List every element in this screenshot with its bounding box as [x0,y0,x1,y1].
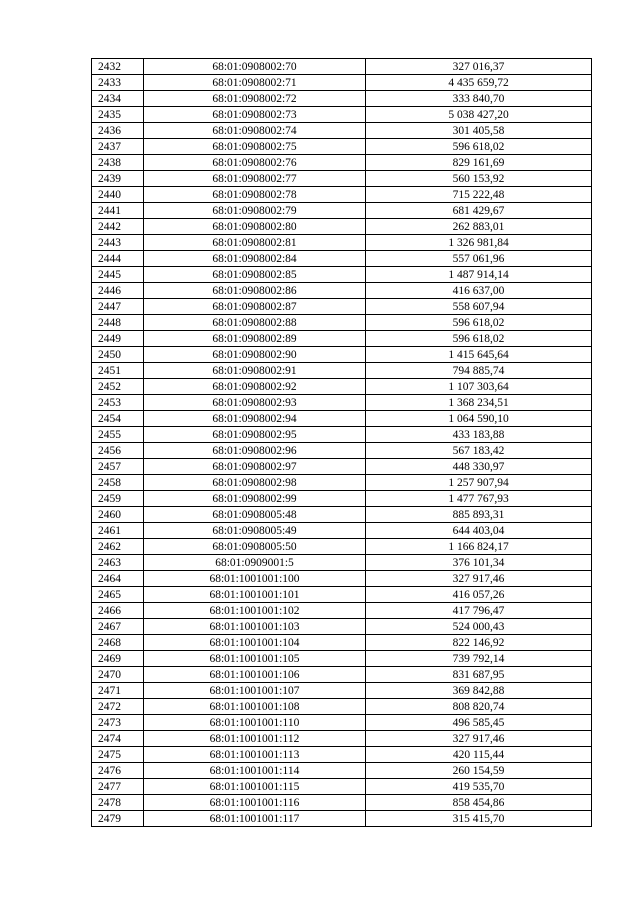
cadastral-value-cell: 739 792,14 [366,651,592,667]
cadastral-value-cell: 1 107 303,64 [366,379,592,395]
table-row [92,91,592,107]
cadastral-value-cell: 419 535,70 [366,779,592,795]
cadastral-number-cell: 68:01:0908002:92 [144,379,366,395]
cadastral-number-cell: 68:01:0908005:49 [144,523,366,539]
cadastral-number-cell: 68:01:0908002:98 [144,475,366,491]
row-number-cell: 2465 [92,587,144,603]
table-row [92,235,592,251]
cadastral-number-cell: 68:01:0908002:93 [144,395,366,411]
table-row [92,155,592,171]
row-number-cell: 2460 [92,507,144,523]
row-number-cell: 2435 [92,107,144,123]
cadastral-value-cell: 1 166 824,17 [366,539,592,555]
table-row [92,731,592,747]
cadastral-value-cell: 822 146,92 [366,635,592,651]
cadastral-number-cell: 68:01:0908005:50 [144,539,366,555]
table-row [92,363,592,379]
cadastral-number-cell: 68:01:1001001:106 [144,667,366,683]
cadastral-value-cell: 1 257 907,94 [366,475,592,491]
table-row [92,443,592,459]
table-row [92,331,592,347]
row-number-cell: 2466 [92,603,144,619]
table-row [92,219,592,235]
cadastral-number-cell: 68:01:0908002:99 [144,491,366,507]
row-number-cell: 2478 [92,795,144,811]
cadastral-value-cell: 596 618,02 [366,315,592,331]
table-row [92,603,592,619]
cadastral-value-cell: 376 101,34 [366,555,592,571]
row-number-cell: 2464 [92,571,144,587]
table-row [92,59,592,75]
cadastral-number-cell: 68:01:0908002:73 [144,107,366,123]
row-number-cell: 2444 [92,251,144,267]
table-row [92,75,592,91]
cadastral-value-cell: 596 618,02 [366,139,592,155]
cadastral-number-cell: 68:01:0908002:78 [144,187,366,203]
cadastral-value-cell: 1 415 645,64 [366,347,592,363]
row-number-cell: 2445 [92,267,144,283]
cadastral-value-cell: 567 183,42 [366,443,592,459]
cadastral-value-cell: 794 885,74 [366,363,592,379]
cadastral-number-cell: 68:01:1001001:117 [144,811,366,827]
table-row [92,139,592,155]
row-number-cell: 2455 [92,427,144,443]
cadastral-value-cell: 858 454,86 [366,795,592,811]
table-row [92,459,592,475]
cadastral-value-cell: 808 820,74 [366,699,592,715]
cadastral-value-table [91,58,592,827]
row-number-cell: 2439 [92,171,144,187]
cadastral-value-cell: 262 883,01 [366,219,592,235]
cadastral-number-cell: 68:01:1001001:114 [144,763,366,779]
row-number-cell: 2472 [92,699,144,715]
row-number-cell: 2446 [92,283,144,299]
cadastral-value-cell: 644 403,04 [366,523,592,539]
table-row [92,539,592,555]
row-number-cell: 2457 [92,459,144,475]
row-number-cell: 2479 [92,811,144,827]
cadastral-value-cell: 315 415,70 [366,811,592,827]
row-number-cell: 2469 [92,651,144,667]
row-number-cell: 2441 [92,203,144,219]
table-row [92,491,592,507]
cadastral-number-cell: 68:01:0908002:95 [144,427,366,443]
cadastral-number-cell: 68:01:0908002:97 [144,459,366,475]
table-row [92,267,592,283]
cadastral-value-cell: 829 161,69 [366,155,592,171]
table-row [92,283,592,299]
cadastral-number-cell: 68:01:0908002:79 [144,203,366,219]
row-number-cell: 2452 [92,379,144,395]
cadastral-number-cell: 68:01:1001001:101 [144,587,366,603]
cadastral-number-cell: 68:01:1001001:112 [144,731,366,747]
row-number-cell: 2442 [92,219,144,235]
row-number-cell: 2462 [92,539,144,555]
cadastral-number-cell: 68:01:0908002:84 [144,251,366,267]
cadastral-value-cell: 524 000,43 [366,619,592,635]
cadastral-value-cell: 1 487 914,14 [366,267,592,283]
row-number-cell: 2448 [92,315,144,331]
cadastral-value-cell: 333 840,70 [366,91,592,107]
row-number-cell: 2471 [92,683,144,699]
table-row [92,699,592,715]
table-row [92,347,592,363]
row-number-cell: 2433 [92,75,144,91]
row-number-cell: 2456 [92,443,144,459]
table-row [92,587,592,603]
cadastral-number-cell: 68:01:1001001:110 [144,715,366,731]
row-number-cell: 2450 [92,347,144,363]
cadastral-value-cell: 558 607,94 [366,299,592,315]
table-row [92,715,592,731]
row-number-cell: 2447 [92,299,144,315]
cadastral-number-cell: 68:01:0908002:88 [144,315,366,331]
table-row [92,203,592,219]
table-row [92,763,592,779]
row-number-cell: 2449 [92,331,144,347]
cadastral-number-cell: 68:01:0908002:76 [144,155,366,171]
table-row [92,555,592,571]
row-number-cell: 2440 [92,187,144,203]
cadastral-number-cell: 68:01:1001001:105 [144,651,366,667]
cadastral-value-cell: 1 477 767,93 [366,491,592,507]
cadastral-value-cell: 416 637,00 [366,283,592,299]
table-row [92,779,592,795]
cadastral-value-cell: 885 893,31 [366,507,592,523]
cadastral-number-cell: 68:01:0908002:71 [144,75,366,91]
cadastral-number-cell: 68:01:0908002:77 [144,171,366,187]
cadastral-value-cell: 301 405,58 [366,123,592,139]
cadastral-value-cell: 496 585,45 [366,715,592,731]
cadastral-number-cell: 68:01:0908002:90 [144,347,366,363]
cadastral-number-cell: 68:01:0908002:87 [144,299,366,315]
table-row [92,315,592,331]
table-row [92,619,592,635]
table-row [92,475,592,491]
table-row [92,251,592,267]
table-row [92,635,592,651]
table-row [92,651,592,667]
cadastral-value-cell: 1 368 234,51 [366,395,592,411]
row-number-cell: 2467 [92,619,144,635]
row-number-cell: 2477 [92,779,144,795]
cadastral-value-cell: 369 842,88 [366,683,592,699]
cadastral-value-cell: 416 057,26 [366,587,592,603]
table-row [92,683,592,699]
cadastral-value-cell: 327 917,46 [366,731,592,747]
cadastral-value-cell: 327 016,37 [366,59,592,75]
cadastral-value-cell: 557 061,96 [366,251,592,267]
cadastral-value-cell: 260 154,59 [366,763,592,779]
cadastral-number-cell: 68:01:0908002:91 [144,363,366,379]
row-number-cell: 2432 [92,59,144,75]
cadastral-number-cell: 68:01:1001001:102 [144,603,366,619]
table-row [92,523,592,539]
cadastral-number-cell: 68:01:0908002:72 [144,91,366,107]
cadastral-value-cell: 417 796,47 [366,603,592,619]
row-number-cell: 2437 [92,139,144,155]
cadastral-number-cell: 68:01:1001001:103 [144,619,366,635]
cadastral-number-cell: 68:01:0908002:96 [144,443,366,459]
row-number-cell: 2468 [92,635,144,651]
cadastral-number-cell: 68:01:0908002:75 [144,139,366,155]
cadastral-number-cell: 68:01:1001001:108 [144,699,366,715]
table-row [92,411,592,427]
cadastral-number-cell: 68:01:1001001:115 [144,779,366,795]
cadastral-number-cell: 68:01:0908002:74 [144,123,366,139]
cadastral-value-cell: 433 183,88 [366,427,592,443]
table-row [92,395,592,411]
table-row [92,571,592,587]
table-row [92,795,592,811]
cadastral-value-cell: 560 153,92 [366,171,592,187]
cadastral-value-cell: 420 115,44 [366,747,592,763]
row-number-cell: 2436 [92,123,144,139]
row-number-cell: 2451 [92,363,144,379]
row-number-cell: 2473 [92,715,144,731]
cadastral-number-cell: 68:01:0908005:48 [144,507,366,523]
row-number-cell: 2443 [92,235,144,251]
row-number-cell: 2453 [92,395,144,411]
cadastral-number-cell: 68:01:0908002:85 [144,267,366,283]
table-row [92,747,592,763]
cadastral-value-cell: 681 429,67 [366,203,592,219]
row-number-cell: 2454 [92,411,144,427]
table-row [92,667,592,683]
cadastral-number-cell: 68:01:0908002:94 [144,411,366,427]
cadastral-number-cell: 68:01:1001001:100 [144,571,366,587]
table-body [92,59,592,827]
cadastral-number-cell: 68:01:0908002:81 [144,235,366,251]
cadastral-number-cell: 68:01:1001001:116 [144,795,366,811]
row-number-cell: 2463 [92,555,144,571]
row-number-cell: 2458 [92,475,144,491]
row-number-cell: 2461 [92,523,144,539]
cadastral-number-cell: 68:01:1001001:104 [144,635,366,651]
row-number-cell: 2438 [92,155,144,171]
row-number-cell: 2475 [92,747,144,763]
row-number-cell: 2470 [92,667,144,683]
row-number-cell: 2459 [92,491,144,507]
cadastral-value-cell: 1 326 981,84 [366,235,592,251]
cadastral-value-cell: 831 687,95 [366,667,592,683]
table-row [92,299,592,315]
row-number-cell: 2474 [92,731,144,747]
cadastral-value-cell: 4 435 659,72 [366,75,592,91]
cadastral-value-cell: 715 222,48 [366,187,592,203]
row-number-cell: 2476 [92,763,144,779]
cadastral-value-cell: 327 917,46 [366,571,592,587]
table-row [92,427,592,443]
table-row [92,107,592,123]
cadastral-value-cell: 5 038 427,20 [366,107,592,123]
cadastral-value-cell: 1 064 590,10 [366,411,592,427]
table-row [92,187,592,203]
cadastral-number-cell: 68:01:1001001:107 [144,683,366,699]
cadastral-number-cell: 68:01:0908002:89 [144,331,366,347]
cadastral-value-cell: 448 330,97 [366,459,592,475]
table-row [92,171,592,187]
cadastral-value-cell: 596 618,02 [366,331,592,347]
cadastral-number-cell: 68:01:1001001:113 [144,747,366,763]
cadastral-number-cell: 68:01:0908002:86 [144,283,366,299]
table-row [92,507,592,523]
table-row [92,379,592,395]
cadastral-number-cell: 68:01:0908002:80 [144,219,366,235]
row-number-cell: 2434 [92,91,144,107]
table-row [92,123,592,139]
cadastral-number-cell: 68:01:0908002:70 [144,59,366,75]
table-row [92,811,592,827]
cadastral-number-cell: 68:01:0909001:5 [144,555,366,571]
